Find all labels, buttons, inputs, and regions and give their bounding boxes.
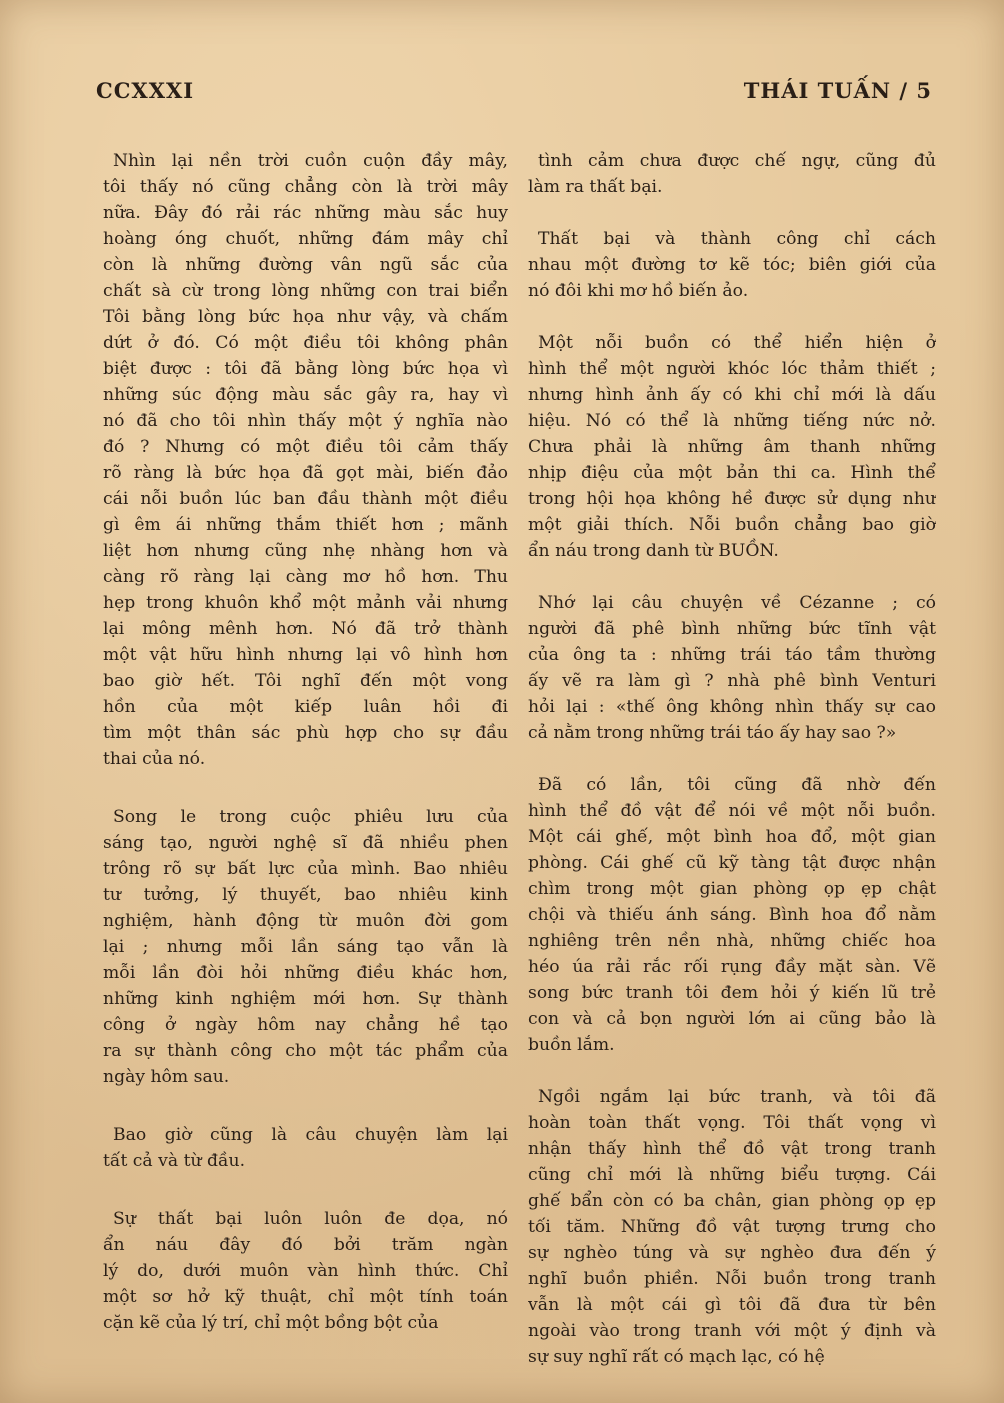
text-line: hỏi lại : «thế ông không nhìn thấy sự cao [528, 697, 936, 717]
text-line: làm ra thất bại. [528, 177, 663, 197]
text-line: Thất bại và thành công chỉ cách [538, 229, 936, 249]
text-line: cũng chỉ mới là những biểu tượng. Cái [528, 1165, 936, 1185]
text-line: Một cái ghế, một bình hoa đổ, một gian [528, 827, 936, 847]
text-line: trong hội họa không hề được sử dụng như [528, 489, 936, 509]
text-line: lại mông mênh hơn. Nó đã trở thành [103, 619, 508, 639]
text-line: Nhớ lại câu chuyện về Cézanne ; có [538, 593, 936, 613]
text-line: ẩn náu đây đó bởi trăm ngàn [103, 1235, 508, 1255]
text-line: hoàng óng chuốt, những đám mây chỉ [103, 229, 508, 249]
text-line: hoàn toàn thất vọng. Tôi thất vọng vì [528, 1113, 936, 1133]
paragraph [528, 590, 936, 746]
author-page-number: THÁI TUẤN / 5 [743, 78, 932, 103]
paragraph [103, 1206, 508, 1336]
text-line: Sự thất bại luôn luôn đe dọa, nó [113, 1209, 508, 1229]
text-line: nó đôi khi mơ hồ biến ảo. [528, 281, 749, 301]
text-line: Nhìn lại nền trời cuồn cuộn đầy mây, [113, 151, 508, 171]
paragraph-gap [528, 1058, 936, 1084]
text-line: nghiệm, hành động từ muôn đời gom [103, 911, 508, 931]
text-line: ẩn náu trong danh từ BUỒN. [528, 541, 779, 561]
right-column [528, 148, 936, 1370]
text-line: đó ? Nhưng có một điều tôi cảm thấy [103, 437, 508, 457]
text-line: nó đã cho tôi nhìn thấy một ý nghĩa nào [103, 411, 508, 431]
text-line: lý do, dưới muôn vàn hình thức. Chỉ [103, 1261, 508, 1281]
text-line: sáng tạo, người nghệ sĩ đã nhiều phen [103, 833, 508, 853]
text-line: chất sà cừ trong lòng những con trai biển [103, 281, 508, 301]
paragraph-gap [528, 200, 936, 226]
text-line: hình thể đồ vật để nói về một nỗi buồn. [528, 801, 936, 821]
text-line: ra sự thành công cho một tác phẩm của [103, 1041, 508, 1061]
paragraph-gap [528, 564, 936, 590]
text-line: trông rõ sự bất lực của mình. Bao nhiêu [103, 859, 508, 879]
text-line: tôi thấy nó cũng chẳng còn là trời mây [103, 177, 508, 197]
text-line: hiệu. Nó có thể là những tiếng nức nở. [528, 411, 936, 431]
text-line: gì êm ái những thắm thiết hơn ; mãnh [103, 515, 508, 535]
text-line: nghiêng trên nền nhà, những chiếc hoa [528, 931, 936, 951]
text-line: vẫn là một cái gì tôi đã đưa từ bên [528, 1295, 936, 1315]
text-line: tìm một thân sác phù hợp cho sự đầu [103, 723, 508, 743]
text-line: song bức tranh tôi đem hỏi ý kiến lũ trẻ [528, 983, 936, 1003]
paragraph [103, 148, 508, 772]
text-line: những kinh nghiệm mới hơn. Sự thành [103, 989, 508, 1009]
text-line: thai của nó. [103, 749, 206, 769]
text-line: những súc động màu sắc gây ra, hay vì [103, 385, 508, 405]
text-line: nhau một đường tơ kẽ tóc; biên giới của [528, 255, 936, 275]
paragraph-gap [103, 1090, 508, 1122]
text-line: tất cả và từ đầu. [103, 1151, 246, 1171]
text-line: một giải thích. Nỗi buồn chẳng bao giờ [528, 515, 936, 535]
paragraph [103, 1122, 508, 1174]
text-line: sự nghèo túng và sự nghèo đưa đến ý [528, 1243, 936, 1263]
text-line: chội và thiếu ánh sáng. Bình hoa đổ nằm [528, 905, 936, 925]
text-line: rõ ràng là bức họa đã gọt mài, biến đảo [103, 463, 508, 483]
paragraph [528, 330, 936, 564]
text-line: tối tăm. Những đồ vật tượng trưng cho [528, 1217, 936, 1237]
text-line: người đã phê bình những bức tĩnh vật [528, 619, 936, 639]
paragraph [528, 226, 936, 304]
paragraph [528, 148, 936, 200]
text-line: sự suy nghĩ rất có mạch lạc, có hệ [528, 1347, 825, 1367]
text-line: tình cảm chưa được chế ngự, cũng đủ [538, 151, 936, 171]
text-line: cái nỗi buồn lúc ban đầu thành một điều [103, 489, 508, 509]
text-line: một vật hữu hình nhưng lại vô hình hơn [103, 645, 508, 665]
text-line: Đã có lần, tôi cũng đã nhờ đến [538, 775, 936, 795]
text-line: héo úa rải rắc rối rụng đầy mặt sàn. Vẽ [528, 957, 936, 977]
text-line: tư tưởng, lý thuyết, bao nhiêu kinh [103, 885, 508, 905]
text-line: một sơ hở kỹ thuật, chỉ một tính toán [103, 1287, 508, 1307]
paragraph [528, 772, 936, 1058]
text-line: ghế bẩn còn có ba chân, gian phòng ọp ẹp [528, 1191, 936, 1211]
paragraph-gap [528, 304, 936, 330]
text-line: Bao giờ cũng là câu chuyện làm lại [113, 1125, 508, 1145]
paragraph [528, 1084, 936, 1370]
left-column [103, 148, 508, 1336]
issue-number: CCXXXI [96, 78, 195, 103]
text-line: Một nỗi buồn có thể hiển hiện ở [538, 333, 936, 353]
paragraph [103, 804, 508, 1090]
page-header [96, 78, 932, 108]
text-line: nữa. Đây đó rải rác những màu sắc huy [103, 203, 508, 223]
text-line: của ông ta : những trái táo tầm thường [528, 645, 936, 665]
text-line: hồn của một kiếp luân hồi đi [103, 697, 508, 717]
text-line: bao giờ hết. Tôi nghĩ đến một vong [103, 671, 508, 691]
text-line: cả nằm trong những trái táo ấy hay sao ?» [528, 723, 897, 743]
text-line: lại ; nhưng mỗi lần sáng tạo vẫn là [103, 937, 508, 957]
text-line: mỗi lần đòi hỏi những điều khác hơn, [103, 963, 508, 983]
text-line: ấy vẽ ra làm gì ? nhà phê bình Venturi [528, 671, 936, 691]
text-line: ngày hôm sau. [103, 1067, 230, 1087]
text-line: nghĩ buồn phiền. Nỗi buồn trong tranh [528, 1269, 936, 1289]
text-line: hẹp trong khuôn khổ một mảnh vải nhưng [103, 593, 508, 613]
text-line: con và cả bọn người lớn ai cũng bảo là [528, 1009, 936, 1029]
paragraph-gap [103, 1174, 508, 1206]
text-line: hình thể một người khóc lóc thảm thiết ; [528, 359, 936, 379]
text-line: chìm trong một gian phòng ọp ẹp chật [528, 879, 936, 899]
paragraph-gap [528, 746, 936, 772]
text-line: ngoài vào trong tranh với một ý định và [528, 1321, 936, 1341]
text-line: Ngồi ngắm lại bức tranh, và tôi đã [538, 1087, 936, 1107]
text-line: còn là những đường vân ngũ sắc của [103, 255, 508, 275]
text-line: cặn kẽ của lý trí, chỉ một bồng bột của [103, 1313, 439, 1333]
text-line: nhận thấy hình thể đồ vật trong tranh [528, 1139, 936, 1159]
text-line: Song le trong cuộc phiêu lưu của [113, 807, 508, 827]
text-line: Tôi bằng lòng bức họa như vậy, và chấm [103, 307, 508, 327]
text-line: nhịp điệu của một bản thi ca. Hình thể [528, 463, 936, 483]
text-line: biệt được : tôi đã bằng lòng bức họa vì [103, 359, 508, 379]
text-line: Chưa phải là những âm thanh những [528, 437, 936, 457]
text-line: nhưng hình ảnh ấy có khi chỉ mới là dấu [528, 385, 936, 405]
text-line: phòng. Cái ghế cũ kỹ tàng tật được nhận [528, 853, 936, 873]
paragraph-gap [103, 772, 508, 804]
text-line: công ở ngày hôm nay chẳng hề tạo [103, 1015, 508, 1035]
text-line: càng rõ ràng lại càng mơ hồ hơn. Thu [103, 567, 508, 587]
text-line: dứt ở đó. Có một điều tôi không phân [103, 333, 508, 353]
text-line: liệt hơn nhưng cũng nhẹ nhàng hơn và [103, 541, 508, 561]
text-line: buồn lắm. [528, 1035, 615, 1055]
